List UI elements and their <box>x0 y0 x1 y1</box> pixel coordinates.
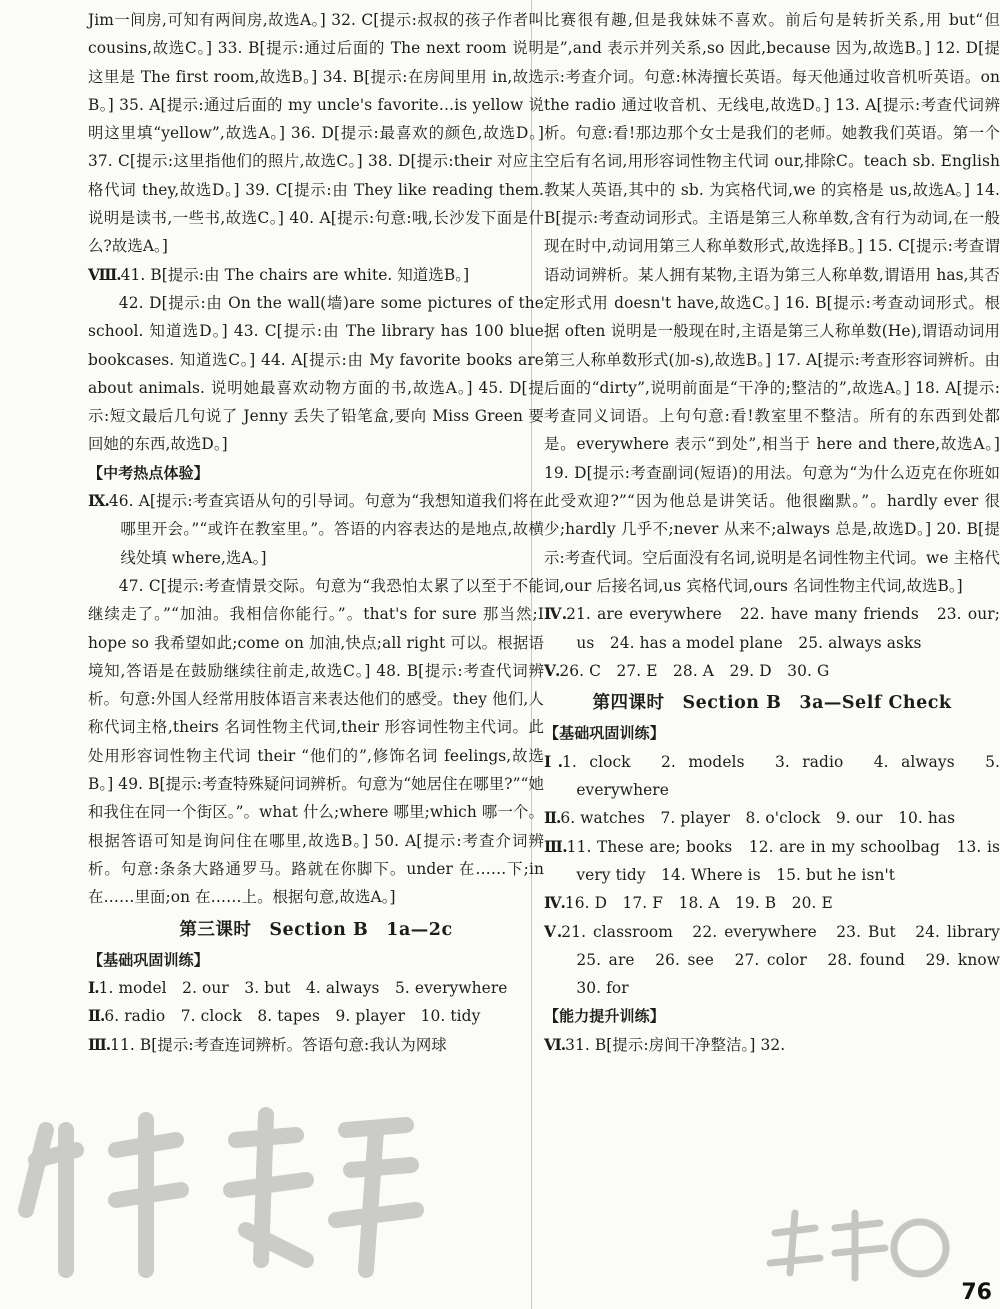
answer-row-1 <box>88 974 544 1002</box>
answers-6-10b: 6. watches 7. player 8. o'clock 9. our 10. has <box>560 809 956 828</box>
answers-1-5: 1. model 2. our 3. but 4. always 5. everywhere <box>98 979 508 998</box>
answer-31: 31. B[提示:房间干净整洁。] 32. <box>565 1035 786 1054</box>
answer-block-46 <box>88 487 544 572</box>
answers-16-20b: 16. D 17. F 18. A 19. B 20. E <box>564 894 833 913</box>
roman-numeral-9: Ⅸ. <box>88 492 109 511</box>
roman-numeral-8: Ⅷ. <box>88 265 121 284</box>
roman-numeral-6: Ⅵ. <box>544 1035 566 1054</box>
answers-21-30b: 21. classroom 22. everywhere 23. But 24. library 25. are 26. see 27. color 28. found 29. know 30. for <box>561 922 1000 998</box>
answers-21-25: 21. are everywhere 22. have many friends 23. our; us 24. has a model plane 25. always asks <box>566 605 1000 652</box>
lesson-title-3: 第三课时 Section B 1a—2c <box>179 919 453 940</box>
stamp-watermark-icon <box>760 1203 960 1303</box>
section-heading-ability-training: 【能力提升训练】 <box>544 1007 665 1026</box>
section-heading-basic-training: 【基础巩固训练】 <box>88 950 209 969</box>
answer-row-5 <box>544 657 1000 685</box>
answer-block-47-50: 47. C[提示:考查情景交际。句意为“我恐怕太累了以至于不能继续走了。”“加油。我相信你能行。”。that's for sure 那当然;I hope so 我希望如此;come on 加油,快点;all right 可以。根据语境知,答语是在鼓励继续往前走,故选C。] 48. B[提示:考查代词辨析。句意:外国人经常用肢体语言来表达他们的感受。they 他们,人称代词主格,theirs 名词性物主代词,their 形容词性物主代词。此处用形容词性物主代词 their “他们的”,修饰名词 feelings,故选B。] 49. B[提示:考查特殊疑问词辨析。句意为“她居住在哪里?”“她和我住在同一个街区。”。what 什么;where 哪里;which 哪一个。根据答语可知是询问住在哪里,故选B。] 50. A[提示:考查介词辨析。句意:条条大路通罗马。路就在你脚下。under 在……下;in 在……里面;on 在……上。根据句意,故选A。] <box>88 576 544 907</box>
lesson-title-4: 第四课时 Section B 3a—Self Check <box>592 693 952 714</box>
answer-block-32-40: Jim一间房,可知有两间房,故选A。] 32. C[提示:叔叔的孩子作者叫 cousins,故选C。] 33. B[提示:通过后面的 The next room 说明这里是 The first room,故选B。] 34. B[提示:在房间里用 in,故选B。] 35. A[提示:通过后面的 my uncle's favorite…is yellow 说明这里填“yellow”,故选A。] 36. D[提示:最喜欢的颜色,故选D。] 37. C[提示:这里指他们的照片,故选C。] 38. D[提示:their 对应主格代词 they,故选D。] 39. C[提示:由 They like reading them. 说明是读书,一些书,故选C。] 40. A[提示:句意:哦,长沙发下面是什么?故选A。] <box>88 11 544 256</box>
roman-numeral-5b: Ⅴ. <box>544 922 562 941</box>
answer-row-3b <box>544 833 1000 890</box>
answer-row-3 <box>88 1031 544 1059</box>
roman-numeral-3: Ⅲ. <box>88 1035 111 1054</box>
roman-numeral-1b: Ⅰ. <box>544 752 563 771</box>
answer-41: 41. B[提示:由 The chairs are white. 知道选B。] <box>120 265 470 284</box>
brush-watermark-icon <box>6 1090 436 1290</box>
roman-numeral-1: Ⅰ. <box>88 979 99 998</box>
left-column <box>88 6 544 1059</box>
roman-numeral-2b: Ⅱ. <box>544 809 561 828</box>
answers-11-15b: 11. These are; books 12. are in my schoolbag 13. is very tidy 14. Where is 15. but he isn't <box>566 837 1000 884</box>
roman-numeral-2: Ⅱ. <box>88 1007 105 1026</box>
roman-numeral-4: Ⅳ. <box>544 605 567 624</box>
section-heading-basic-training-2: 【基础巩固训练】 <box>544 724 665 743</box>
answer-row-5b <box>544 918 1000 1003</box>
answer-row-4 <box>544 600 1000 657</box>
roman-numeral-5: Ⅴ. <box>544 661 560 680</box>
right-column <box>544 6 1000 1059</box>
roman-numeral-3b: Ⅲ. <box>544 837 567 856</box>
answers-6-10: 6. radio 7. clock 8. tapes 9. player 10. tidy <box>104 1007 481 1026</box>
answer-46: 46. A[提示:考查宾语从句的引导词。句意为“我想知道我们将在哪里开会。”“或许在教室里。”。答语的内容表达的是地点,故横线处填 where,选A。] <box>108 492 544 567</box>
answer-11: 11. B[提示:考查连词辨析。答语句意:我认为网球 <box>110 1035 447 1054</box>
page-number: 76 <box>961 1280 992 1305</box>
answer-block-41 <box>88 261 544 289</box>
answers-26-30: 26. C 27. E 28. A 29. D 30. G <box>559 661 830 680</box>
answer-row-2b <box>544 804 1000 832</box>
answer-block-11-20: 比赛很有趣,但是我妹妹不喜欢。前后句是转折关系,用 but“但是”,and 表示并列关系,so 因此,because 因为,故选B。] 12. D[提示:考查介词。句意:林涛擅长英语。每天他通过收音机听英语。on the radio 通过收音机、无线电,故选D。] 13. A[提示:考查代词辨析。句意:看!那边那个女士是我们的老师。她教我们英语。第一个空后有名词,用形容词性物主代词 our,排除C。teach sb. English 教某人英语,其中的 sb. 为宾格代词,we 的宾格是 us,故选A。] 14. B[提示:考查动词形式。主语是第三人称单数,含有行为动词,在一般现在时中,动词用第三人称单数形式,故选择B。] 15. C[提示:考查谓语动词辨析。某人拥有某物,主语为第三人称单数,谓语用 has,其否定形式用 doesn't have,故选C。] 16. B[提示:考查动词形式。根据 often 说明是一般现在时,主语是第三人称单数(He),谓语动词用第三人称单数形式(加-s),故选B。] 17. A[提示:考查形容词辨析。由后面的“dirty”,说明前面是“干净的;整洁的”,故选A。] 18. A[提示:考查同义词语。上句句意:看!教室里不整洁。所有的东西到处都是。everywhere 表示“到处”,相当于 here and there,故选A。] 19. D[提示:考查副词(短语)的用法。句意为“为什么迈克在你班如此受欢迎?”“因为他总是讲笑话。他很幽默。”。hardly ever 很少;hardly 几乎不;never 从来不;always 总是,故选D。] 20. B[提示:考查代词。空后面没有名词,说明是名词性物主代词。we 主格代词,our 后接名词,us 宾格代词,ours 名词性物主代词,故选B。] <box>544 11 1000 595</box>
answer-row-2 <box>88 1002 544 1030</box>
answers-1-5b: 1. clock 2. models 3. radio 4. always 5. everywhere <box>562 752 1000 800</box>
answer-row-4b <box>544 889 1000 917</box>
answer-block-42-45: 42. D[提示:由 On the wall(墙)are some pictures of the school. 知道选D。] 43. C[提示:由 The library has 100 blue bookcases. 知道选C。] 44. A[提示:由 My favorite books are about animals. 说明她最喜欢动物方面的书,故选A。] 45. D[提示:短文最后几句说了 Jenny 丢失了铅笔盒,要向 Miss Green 要回她的东西,故选D。] <box>88 293 544 454</box>
answer-row-1b <box>544 748 1000 805</box>
answer-row-6 <box>544 1031 1000 1059</box>
roman-numeral-4b: Ⅳ. <box>544 894 565 913</box>
section-heading-exam-hotspot: 【中考热点体验】 <box>88 463 209 482</box>
